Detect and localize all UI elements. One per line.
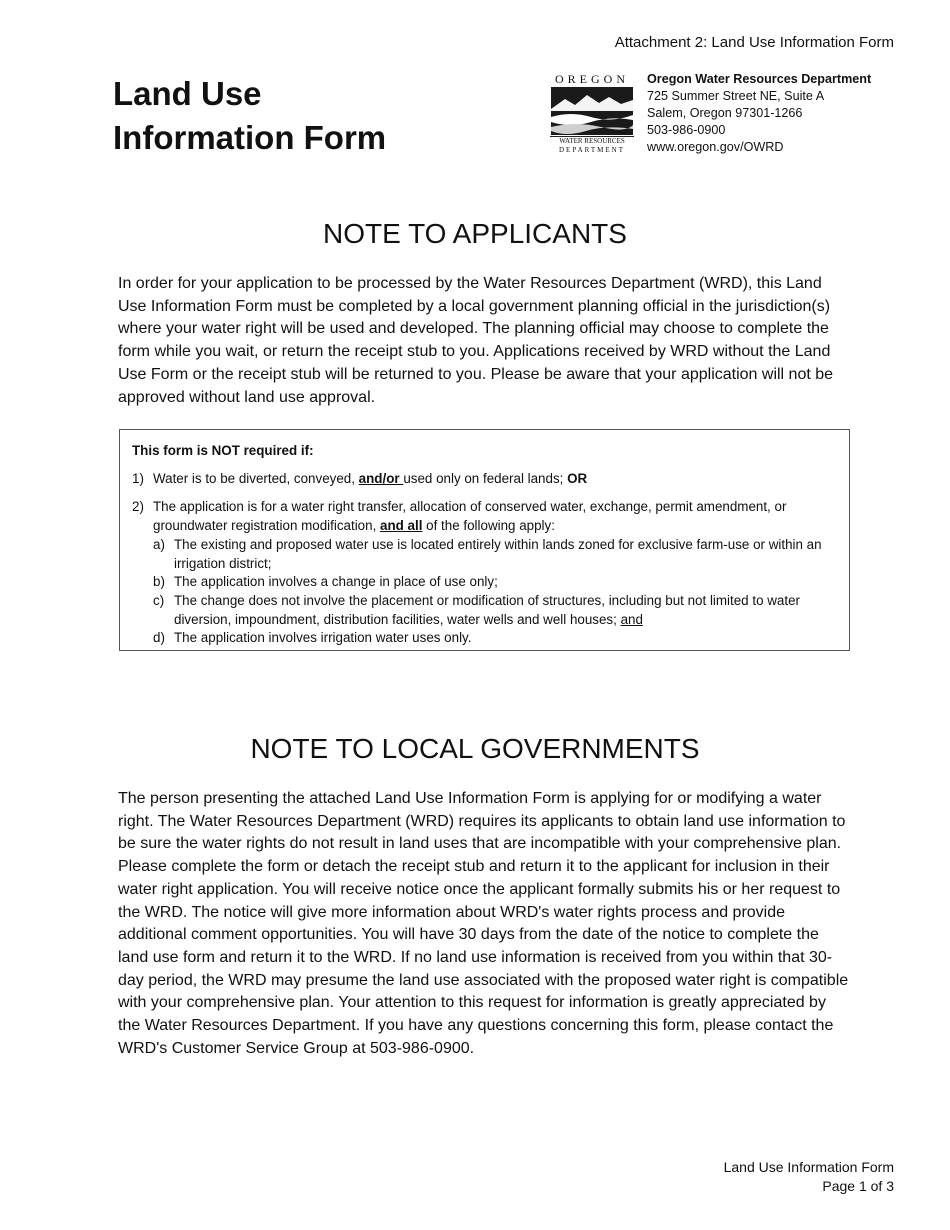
oregon-wrd-logo — [550, 72, 634, 152]
logo-bottom-line-1: WATER RESOURCES — [550, 136, 634, 146]
applicants-heading: NOTE TO APPLICANTS — [323, 218, 627, 249]
item-text-end: used only on federal lands; — [403, 471, 568, 486]
attachment-label: Attachment 2: Land Use Information Form — [614, 34, 894, 51]
footer-form-name: Land Use Information Form — [723, 1159, 894, 1175]
item-text: Water is to be diverted, conveyed, — [153, 471, 359, 486]
exemption-sub-item-d — [153, 629, 833, 648]
agency-address-block — [647, 71, 871, 156]
agency-website: www.oregon.gov/OWRD — [647, 140, 784, 154]
sub-item-and: and — [620, 611, 643, 627]
item-text: The application is for a water right transfer, allocation of conserved water, exchange, permit amendment, or groundwater registration modification, — [153, 499, 787, 533]
page-footer — [724, 1158, 894, 1196]
applicants-paragraph: In order for your application to be processed by the Water Resources Department (WRD), this Land Use Information Form must be completed by a local government planning official in the jurisdiction(s) where your water right will be used and developed. The planning official may choose to complete the form while you wait, or return the receipt stub to you. Applications received by WRD without the Land Use Form or the receipt stub will be returned to you. Please be aware that your application will not be approved without land use approval. — [118, 275, 834, 406]
sub-item-letter: c) — [153, 593, 165, 608]
sub-item-text: The application involves a change in place of use only; — [174, 574, 498, 589]
exemption-item-1 — [132, 470, 842, 489]
agency-name: Oregon Water Resources Department — [647, 72, 872, 86]
item-number: 1) — [132, 471, 144, 486]
sub-item-text: The application involves irrigation water uses only. — [174, 630, 472, 645]
sub-item-text: The change does not involve the placement or modification of structures, including but not limited to water diversion, impoundment, distribution facilities, water wells and well houses; — [174, 593, 800, 627]
exemption-sub-item-b — [153, 573, 833, 592]
agency-address-line-2: Salem, Oregon 97301-1266 — [647, 106, 803, 120]
item-number: 2) — [132, 499, 144, 514]
item-text-end: of the following apply: — [422, 517, 555, 533]
logo-bottom-line-2: DEPARTMENT — [559, 146, 625, 154]
exemption-sub-item-a — [153, 536, 833, 573]
mountain-logo-icon — [551, 87, 633, 135]
item-emphasis: and all — [380, 517, 423, 533]
item-emphasis: and/or — [358, 471, 404, 486]
item-or: OR — [567, 471, 588, 486]
exemption-item-2 — [132, 498, 842, 535]
sub-item-letter: d) — [153, 630, 165, 645]
agency-phone: 503-986-0900 — [647, 123, 726, 137]
sub-item-text: The existing and proposed water use is located entirely within lands zoned for exclusive farm-use or within an irrigation district; — [174, 537, 822, 571]
title-line-2: Information Form — [113, 119, 387, 156]
exemptions-title: This form is NOT required if: — [132, 443, 314, 458]
agency-address-line-1: 725 Summer Street NE, Suite A — [647, 89, 825, 103]
governments-heading: NOTE TO LOCAL GOVERNMENTS — [250, 733, 700, 764]
logo-top-text: OREGON — [555, 72, 629, 86]
sub-item-letter: b) — [153, 574, 165, 589]
footer-page-number: Page 1 of 3 — [822, 1178, 894, 1194]
sub-item-letter: a) — [153, 537, 165, 552]
title-line-1: Land Use — [113, 75, 262, 112]
exemptions-box — [119, 429, 850, 651]
page-title — [113, 72, 386, 160]
governments-paragraph: The person presenting the attached Land Use Information Form is applying for or modifying a water right. The Water Resources Department (WRD) requires its applicants to obtain land use information to be sure the water rights do not result in land uses that are incompatible with your comprehensive plan. Please complete the form or detach the receipt stub and return it to the applicant for inclusion in their water right application. You will receive notice once the applicant formally submits his or her request to the WRD. The notice will give more information about WRD's water rights process and provide additional comment opportunities. You will have 30 days from the date of the notice to complete the land use form and return it to the WRD. If no land use information is received from you within that 30-day period, the WRD may presume the land use associated with the proposed water right is compatible with your comprehensive plan. Your attention to this request for information is greatly appreciated by the Water Resources Department. If you have any questions concerning this form, please contact the WRD's Customer Service Group at 503-986-0900. — [118, 790, 849, 1057]
exemption-sub-item-c — [153, 592, 833, 629]
